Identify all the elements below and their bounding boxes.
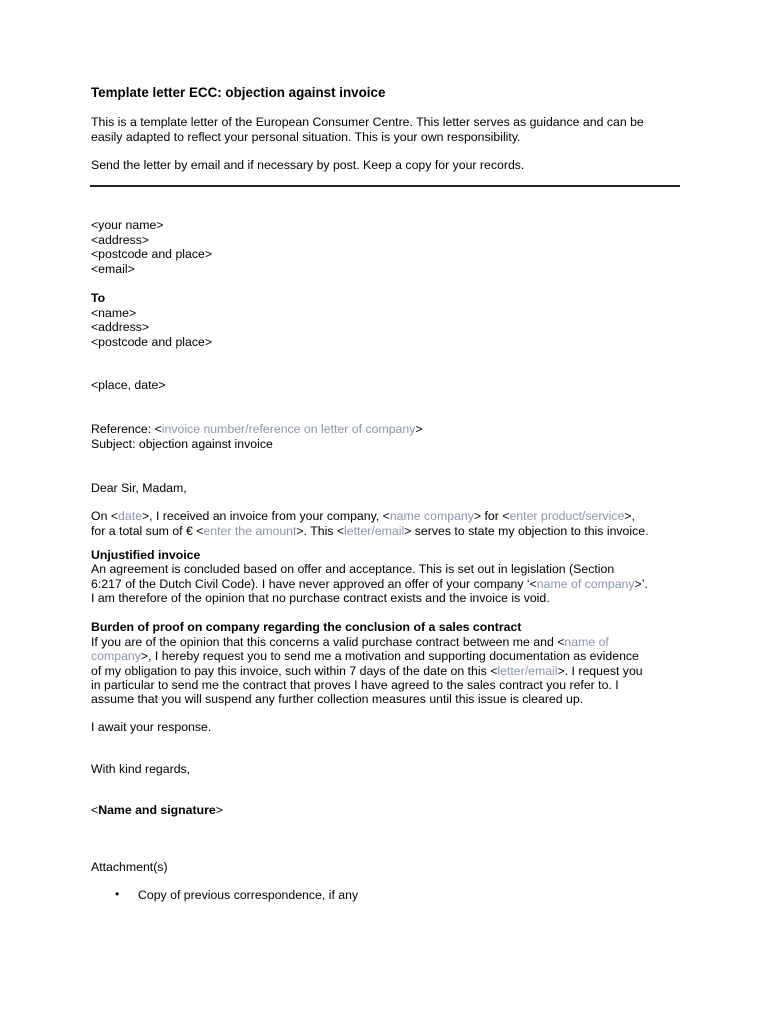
intro-line-3: Send the letter by email and if necessary by post. Keep a copy for your records. [91, 158, 525, 172]
attachments-label: Attachment(s) [91, 860, 168, 874]
recipient-name: <name> [91, 306, 137, 320]
text-run: > for < [473, 509, 510, 523]
reference-line [91, 422, 423, 437]
text-run: > serves to state my objection to this invoice. [404, 524, 649, 538]
signature-line [91, 803, 223, 818]
sender-email: <email> [91, 262, 135, 276]
text-run: < [91, 803, 99, 817]
text-run: >. This < [296, 524, 345, 538]
intro-line-1: This is a template letter of the European Consumer Centre. This letter serves as guidance and can be [91, 115, 644, 129]
recipient-to-label: To [91, 291, 106, 305]
await-response: I await your response. [91, 720, 212, 734]
section2-line-5: assume that you will suspend any further collection measures until this issue is cleared up. [91, 692, 584, 706]
closing: With kind regards, [91, 762, 191, 776]
reference-label: Reference: [91, 422, 155, 436]
divider [90, 185, 680, 187]
reference-close: > [415, 422, 423, 436]
section2-line-2 [91, 649, 639, 664]
recipient-address: <address> [91, 320, 150, 334]
medium-placeholder: letter/email [497, 664, 558, 678]
section1-line-1: An agreement is concluded based on offer and acceptance. This is set out in legislation (Section [91, 562, 615, 576]
medium-placeholder: letter/email [344, 524, 405, 538]
subject-line: Subject: objection against invoice [91, 437, 273, 451]
text-run: >. I request you [557, 664, 643, 678]
sender-address: <address> [91, 233, 150, 247]
bullet-icon: • [115, 887, 120, 901]
text-run: of my obligation to pay this invoice, such within 7 days of the date on this < [91, 664, 498, 678]
section2-line-4: in particular to send me the contract that proves I have agreed to the sales contract you refer to. I [91, 678, 619, 692]
page-title: Template letter ECC: objection against invoice [91, 85, 386, 100]
text-run: >’. [634, 577, 648, 591]
company-placeholder: name of company [536, 577, 635, 591]
company-placeholder: name of [564, 635, 609, 649]
product-placeholder: enter product/service [509, 509, 625, 523]
company-placeholder: name company [389, 509, 474, 523]
section2-line-1 [91, 635, 609, 650]
text-run: >, I hereby request you to send me a motivation and supporting documentation as evidence [140, 649, 639, 663]
text-run: >, I received an invoice from your company, < [141, 509, 390, 523]
sender-postcode: <postcode and place> [91, 247, 213, 261]
reference-open: < [154, 422, 162, 436]
section2-line-3 [91, 664, 643, 679]
sender-name: <your name> [91, 218, 164, 232]
section1-line-2 [91, 577, 648, 592]
date-placeholder: date [118, 509, 142, 523]
text-run: 6:217 of the Dutch Civil Code). I have never approved an offer of your company ‘< [91, 577, 537, 591]
text-run: If you are of the opinion that this concerns a valid purchase contract between me and < [91, 635, 565, 649]
salutation: Dear Sir, Madam, [91, 481, 187, 495]
intro-line-2: easily adapted to reflect your personal situation. This is your own responsibility. [91, 130, 521, 144]
amount-placeholder: enter the amount [203, 524, 297, 538]
company-placeholder: company [91, 649, 141, 663]
para1-line-2 [91, 524, 649, 539]
text-run: >, [624, 509, 635, 523]
text-run: On < [91, 509, 119, 523]
reference-placeholder: invoice number/reference on letter of company [161, 422, 416, 436]
text-run: for a total sum of € < [91, 524, 204, 538]
place-date: <place, date> [91, 378, 166, 392]
section2-heading: Burden of proof on company regarding the conclusion of a sales contract [91, 620, 522, 634]
section1-heading: Unjustified invoice [91, 548, 201, 562]
recipient-postcode: <postcode and place> [91, 335, 213, 349]
section1-line-3: I am therefore of the opinion that no purchase contract exists and the invoice is void. [91, 591, 550, 605]
signature-label: Name and signature [98, 803, 216, 817]
attachment-item: Copy of previous correspondence, if any [138, 888, 359, 902]
para1-line-1 [91, 509, 635, 524]
text-run: > [215, 803, 223, 817]
